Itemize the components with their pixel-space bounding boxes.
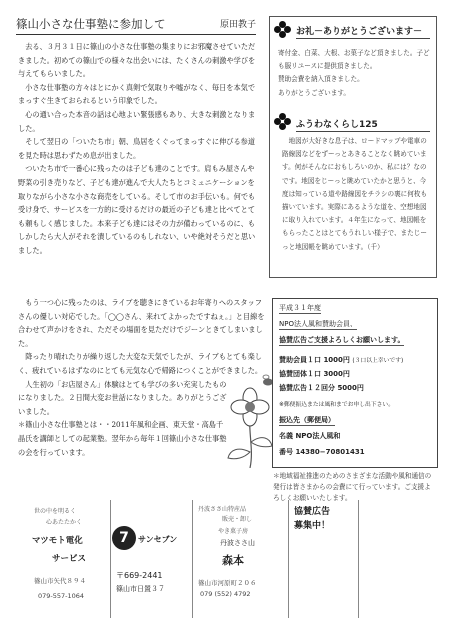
membership-box [272,298,438,468]
fee-group [279,369,350,379]
ad-company-name: サービス [52,554,87,564]
fee-ad-label: 協賛広告１２回分 [279,384,335,392]
article-paragraph: そして翌日の「ついたち市」朝、鳥居をくぐってまっすぐに伸びる参道を見た時は思わずため息が出ました。 [18,137,256,160]
article-author: 原田教子 [219,20,256,30]
ad-tagline: 丹波ささ山 [220,539,255,547]
article-paragraph: ついたち市で一番心に残ったのは子ども達のことです。肩もみ屋さんや野菜の引き売りなど、子ども達が進んで大人たちとコミュニケーションを取りながら小さな小さな商売をしている。そして市のお手伝いも。何でも受け身で、サービスを一方的に受けるだけの最近の子ども達と比べてとても頼もしく感じました。本来子ども達にはその力が備わっているのに、もしかしたら大人がそれを潰しているのもしれない、いや絶対そうだと思いました。 [18,164,256,255]
ad-zip: 〒669-2441 [116,571,163,580]
transfer-label: 振込先（郵便局） [279,416,335,424]
article-title [16,16,256,35]
ad-logo-text: サンセブン [138,535,178,544]
ad-recruit-line: 募集中！ [294,521,331,531]
ad-recruit-line: 協賛広告 [294,507,331,517]
fee-member-value: 1000円 [323,356,350,364]
article-paragraph: 心の通い合った本音の話は心地よい緊張感もあり、大きな刺激となりました。 [18,109,256,133]
membership-year: 平成３１年度 [279,304,321,312]
membership-org: NPO法人風和賛助会員、 [279,320,357,328]
ad-address: 篠山市河原町２０６ [198,579,257,587]
account-number [279,447,365,457]
article-footnote: ＊篠山小さな仕事塾とは・・2011年風和企画、東天堂・高島千晶氏を講師としての起業塾。翌年から毎年１回篠山小さな仕事塾の会を行っています。 [18,420,227,457]
ad-phone: 079-557-1064 [38,592,85,600]
thanks-line: 寄付金、白菜、大根、お菓子など頂きました。子ども服リユースに提供頂きました。 [278,49,430,71]
fee-ad [279,383,364,393]
fee-group-value: 3000円 [323,370,350,378]
ad-sun-seven [110,500,193,618]
right-info-box [269,16,437,278]
account-name-label: 名義 [279,432,293,440]
thanks-heading: お礼－ありがとうございます－ [296,27,423,37]
ad-recruit [288,500,359,618]
article-title-text: 篠山小さな仕事塾に参加して [16,17,166,31]
ad-address: 篠山市矢代８９４ [34,577,86,585]
ad-address: 篠山市日置３７ [116,585,165,593]
ad-phone: 079 (552) 4792 [200,590,251,598]
ad-company-name: 森本 [222,554,244,567]
fee-note: ※郵便振込または風和までお申し出下さい。 [279,402,394,408]
ad-tagline: 世の中を明るく [34,508,77,515]
ad-company-name: マツモト電化 [32,536,83,546]
article-body [18,40,260,258]
article-paragraph: 降ったり晴れたりが繰り返した大変な天気でしたが、ライブもとても楽しく、疲れているはずなのにとても元気な心で帰路につくことができました。 [18,352,263,375]
article-paragraph: 去る、３月３１日に篠山の小さな仕事塾の集まりにお邪魔させていただきました。初めての篠山での様々な出会いには、たくさんの刺激や学びを与えてもらいました。 [18,42,256,79]
fee-member [279,355,403,365]
account-name [279,431,340,441]
flower-icon [274,113,292,131]
flower-illustration [220,372,280,468]
fee-member-note: (３口以上幸いです) [352,358,404,364]
column-underline [296,131,430,132]
account-number-label: 番号 [279,448,293,456]
article-paragraph: もう一つ心に残ったのは、ライブを聴きにきているお年寄りへのスタッフさんの優しい対応でした。「◯◯さん、来れてよかったですねぇ。」と目線を合わせて声かけをされ、ただその場面を見ただけでジーンときてしまいました。 [18,298,265,348]
ad-tagline: 販売・卸し [222,516,253,523]
ad-tagline: やき菓子房 [218,528,249,535]
flower-icon [274,21,292,39]
article-paragraph: 人生初の「お店屋さん」体験はとても学びの多い充実したものになりました。２日間大変お世話になりました。ありがとうございました。 [18,379,227,416]
thanks-line: ありがとうございます。 [278,88,351,97]
fee-group-label: 協賛団体１口 [279,370,321,378]
ad-empty-slot [358,500,438,618]
article-paragraph: 小さな仕事塾の方々はとにかく真剣で気取りや嘘がなく、毎日を本気でまっすぐ生きておられるという印象でした。 [18,82,256,106]
thanks-text [278,47,430,100]
ad-matsumoto [14,500,111,618]
ad-morimoto [192,500,289,618]
ad-tagline: 丹波ささ山特産品 [198,506,247,513]
fee-ad-value: 5000円 [337,384,364,392]
fee-member-label: 賛助会員１口 [279,356,321,364]
thanks-underline [296,38,430,39]
membership-request: 協賛広告ご支援よろしくお願いします。 [279,336,405,344]
ad-tagline: 心あたたかく [46,519,83,526]
support-notice: ＊地域福祉推進のためのさまざまな活動や風和通信の発行は皆さまからの会費にて行っています。ご支援よろしくお願いいたします。 [273,472,432,502]
sun-seven-logo-icon: 7 [112,526,136,550]
column-heading: ふうわなくらし125 [296,120,378,130]
ads-strip [14,500,438,618]
account-name-value: NPO法人風和 [295,432,341,440]
column-text: 地図が大好きな息子は、ロードマップや電車の路線図などをずーっとあきることなく眺めています。何がそんなにおもしろいのか、私には？なのです。地図をじーっと眺めていたかと思うと、今度は知っている道や路線図をチラシの裏に何枚も描いています。実際にあるような道を、空想地図に取り入れています。４年生になって、地図帳をもらったことはとてもうれしい様子で、またじーっと地図帳を眺めています。（千） [282,137,428,251]
account-number-value: 14380−70801431 [295,448,365,456]
thanks-line: 賛助会費を納入頂きました。 [278,75,364,84]
